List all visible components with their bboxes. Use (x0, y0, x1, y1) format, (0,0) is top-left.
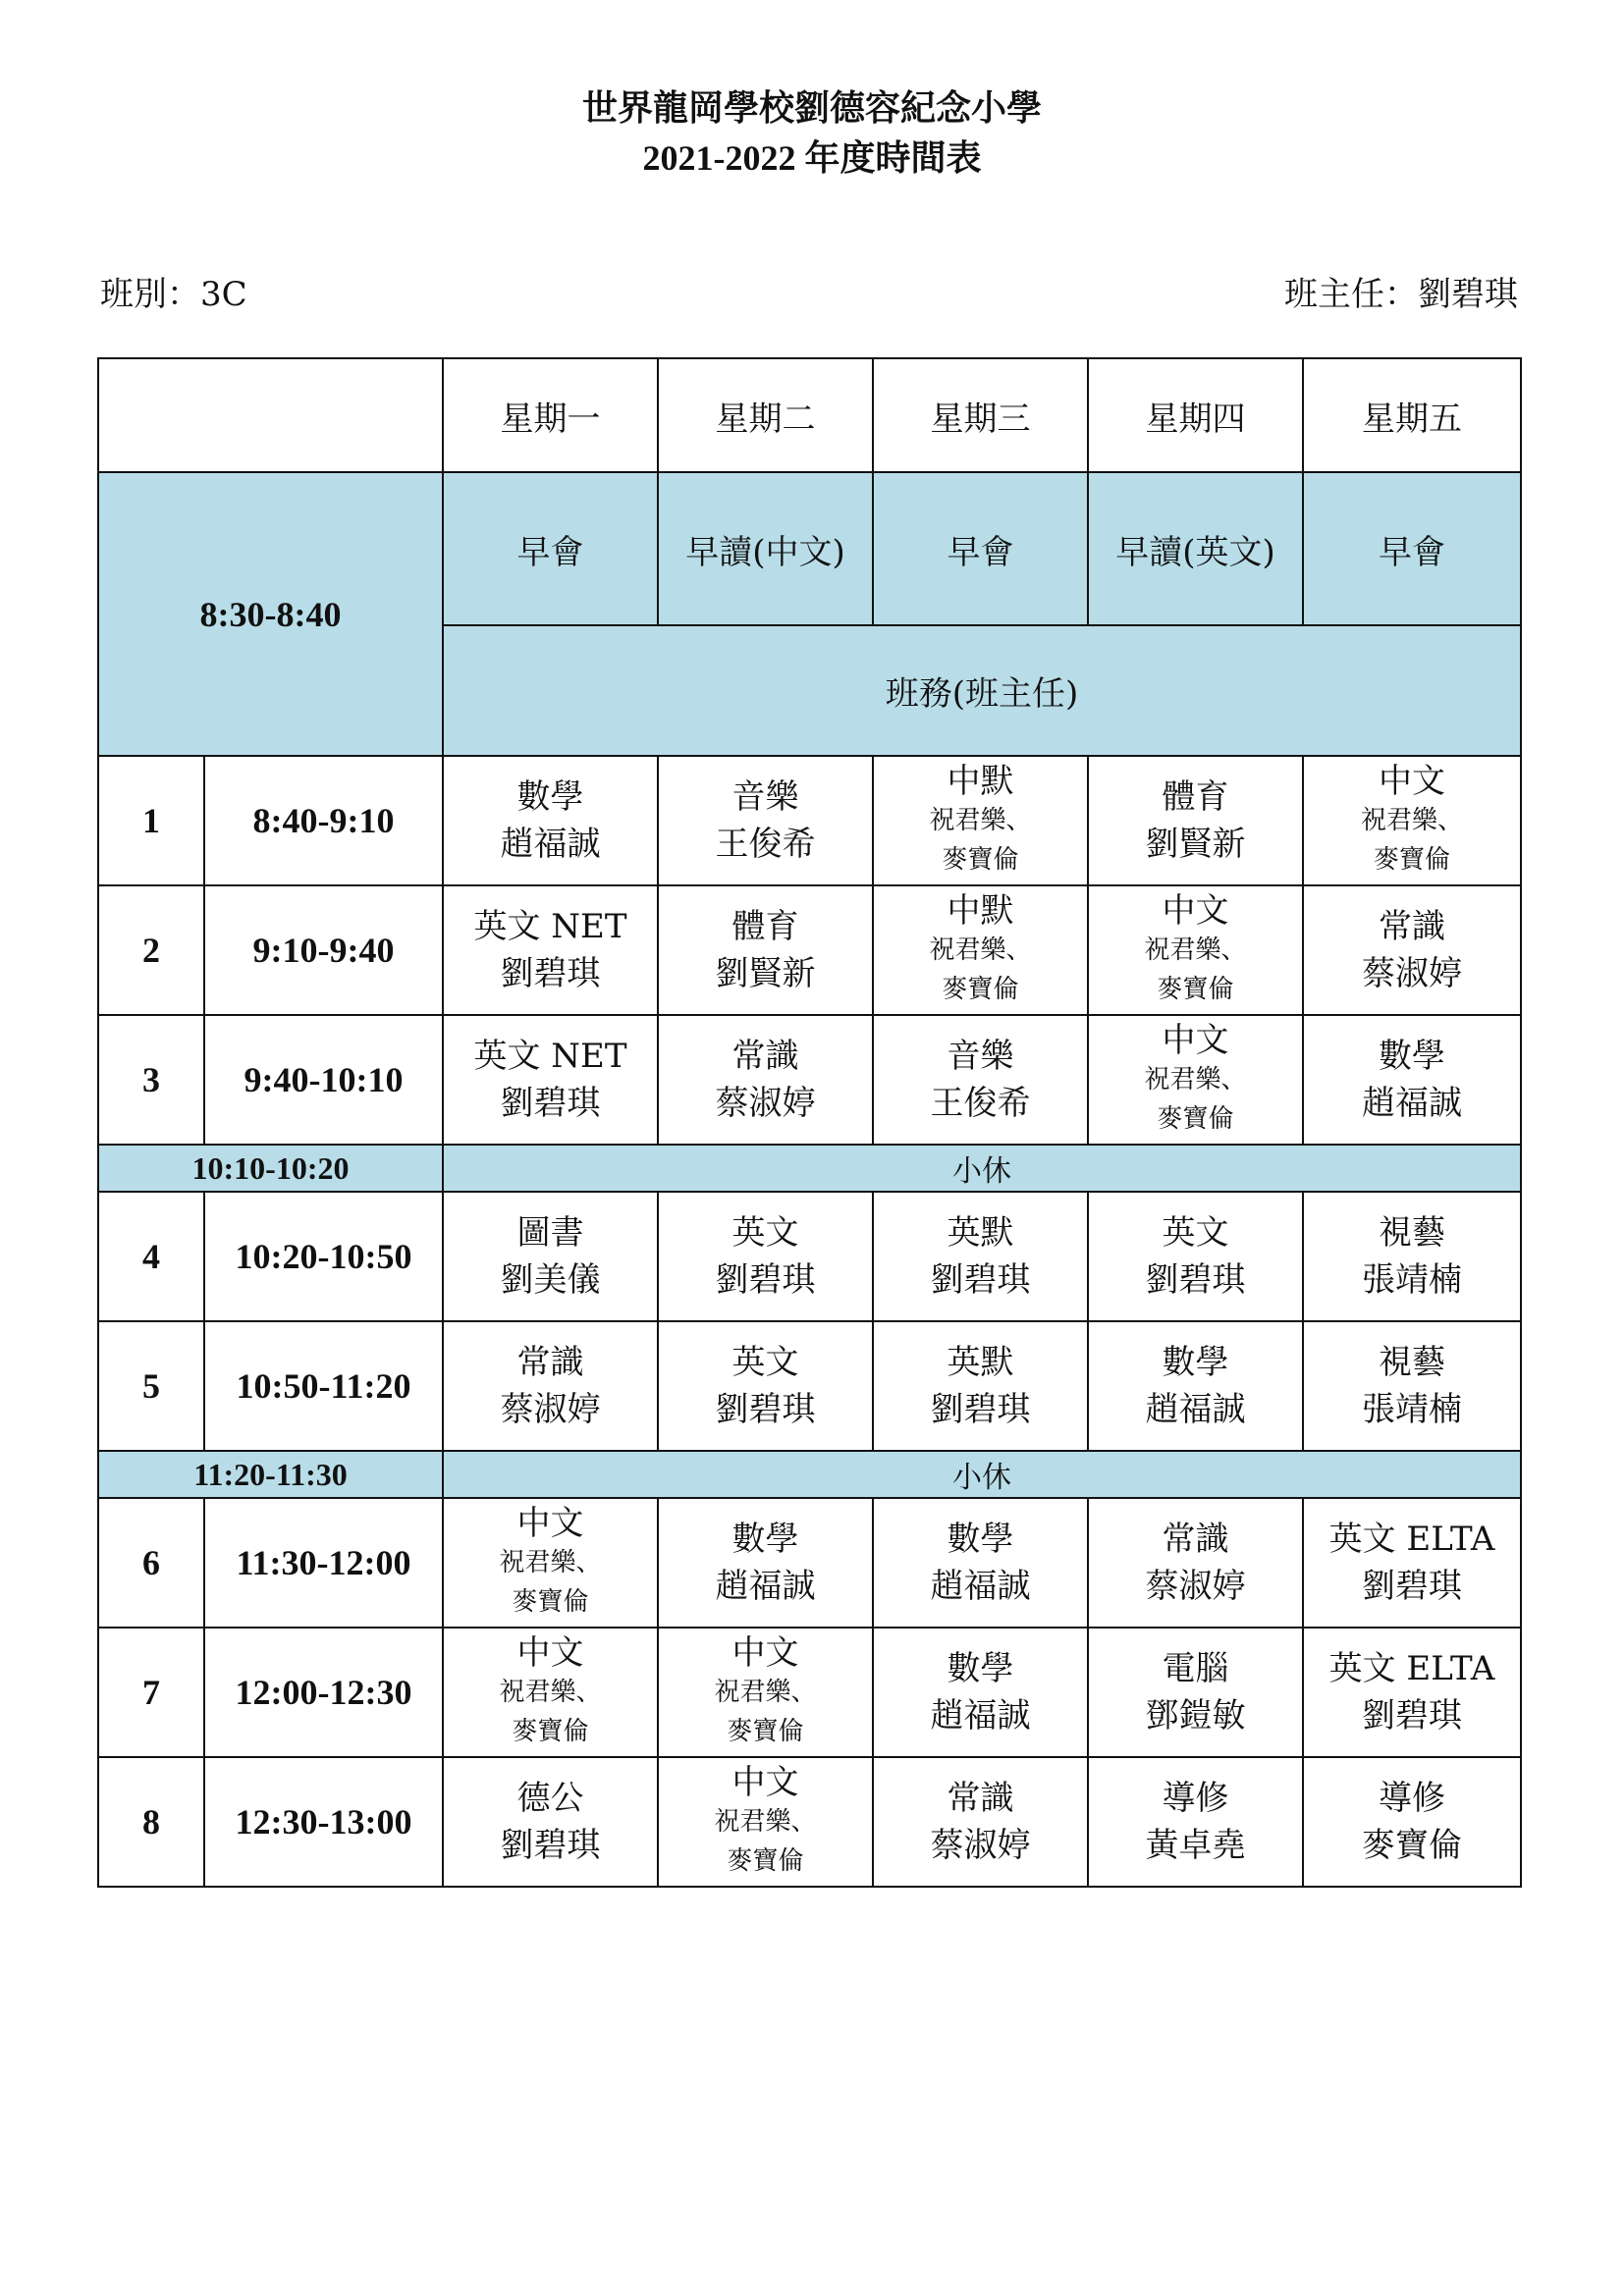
class-label: 班別：3C (100, 275, 247, 314)
subject-name: 英文 NET (473, 1037, 627, 1076)
break-row (98, 1451, 1521, 1498)
break-time: 11:20-11:30 (98, 1451, 443, 1498)
lesson-cell (1088, 1498, 1303, 1628)
lesson-cell (658, 1757, 873, 1887)
subject-name: 中文 (516, 1504, 584, 1543)
subject-name: 英默 (947, 1213, 1014, 1253)
lesson-cell (1303, 756, 1521, 885)
lesson-cell (1088, 1015, 1303, 1145)
subject-name: 英默 (947, 1343, 1014, 1382)
period-time: 9:10-9:40 (204, 885, 443, 1015)
subject-name: 中默 (947, 762, 1014, 801)
teacher-name: 麥寶倫 (1362, 1826, 1462, 1865)
lesson-cell (443, 885, 658, 1015)
teacher-name: 蔡淑婷 (1145, 1567, 1246, 1606)
lesson-cell (873, 1192, 1088, 1321)
subject-name: 中文 (1162, 891, 1229, 931)
lesson-cell (873, 1498, 1088, 1628)
lesson-cell (658, 756, 873, 885)
timetable-year-title: 2021-2022 年度時間表 (642, 138, 982, 178)
lesson-cell (443, 1192, 658, 1321)
subject-name: 常識 (947, 1779, 1014, 1818)
lesson-cell (658, 1498, 873, 1628)
subject-name: 導修 (1379, 1779, 1445, 1818)
morning-row (98, 472, 1521, 625)
teacher-name: 祝君樂、 麥寶倫 (929, 806, 1032, 875)
subject-name: 常識 (516, 1343, 584, 1382)
lesson-cell (443, 1628, 658, 1757)
lesson-cell (1303, 885, 1521, 1015)
teacher-name: 劉碧琪 (500, 1826, 601, 1865)
lesson-cell (873, 1321, 1088, 1451)
morning-activity: 早讀(英文) (1088, 472, 1303, 625)
period-time: 10:20-10:50 (204, 1192, 443, 1321)
teacher-name: 劉碧琪 (715, 1390, 816, 1429)
morning-activity: 早會 (1303, 472, 1521, 625)
period-time: 12:00-12:30 (204, 1628, 443, 1757)
lesson-cell (658, 885, 873, 1015)
teacher-name: 王俊希 (715, 825, 816, 864)
subject-name: 德公 (516, 1779, 584, 1818)
class-affairs: 班務(班主任) (443, 625, 1521, 756)
morning-activity: 早讀(中文) (658, 472, 873, 625)
teacher-name: 祝君樂、 麥寶倫 (714, 1807, 817, 1876)
lesson-cell (873, 756, 1088, 885)
break-label: 小休 (443, 1145, 1521, 1192)
period-number: 6 (98, 1498, 204, 1628)
teacher-name: 祝君樂、 麥寶倫 (1144, 935, 1247, 1004)
teacher-name: 劉碧琪 (500, 1084, 601, 1123)
break-time: 10:10-10:20 (98, 1145, 443, 1192)
subject-name: 數學 (947, 1649, 1014, 1688)
teacher-name: 劉碧琪 (930, 1260, 1031, 1300)
subject-name: 中文 (731, 1763, 799, 1802)
teacher-name: 劉美儀 (500, 1260, 601, 1300)
period-time: 9:40-10:10 (204, 1015, 443, 1145)
corner-cell (98, 358, 443, 472)
subject-name: 中文 (1379, 762, 1445, 801)
subject-name: 數學 (516, 777, 584, 817)
lesson-cell (1088, 1321, 1303, 1451)
lesson-cell (658, 1321, 873, 1451)
period-time: 10:50-11:20 (204, 1321, 443, 1451)
period-row (98, 1628, 1521, 1757)
teacher-name: 王俊希 (930, 1084, 1031, 1123)
lesson-cell (873, 1015, 1088, 1145)
teacher-name: 蔡淑婷 (715, 1084, 816, 1123)
day-header-row (98, 358, 1521, 472)
subject-name: 圖書 (516, 1213, 584, 1253)
subject-name: 英文 ELTA (1328, 1520, 1495, 1559)
morning-time: 8:30-8:40 (98, 472, 443, 756)
teacher-name: 張靖楠 (1362, 1260, 1462, 1300)
subject-name: 數學 (1162, 1343, 1229, 1382)
period-number: 4 (98, 1192, 204, 1321)
morning-activity: 早會 (873, 472, 1088, 625)
lesson-cell (443, 756, 658, 885)
lesson-cell (1303, 1321, 1521, 1451)
lesson-cell (873, 1628, 1088, 1757)
subject-name: 數學 (947, 1520, 1014, 1559)
period-number: 5 (98, 1321, 204, 1451)
teacher-name: 祝君樂、 麥寶倫 (499, 1548, 602, 1617)
lesson-cell (658, 1628, 873, 1757)
lesson-cell (443, 1015, 658, 1145)
subject-name: 中文 (516, 1633, 584, 1673)
lesson-cell (1088, 1628, 1303, 1757)
period-row (98, 1757, 1521, 1887)
day-header: 星期三 (873, 358, 1088, 472)
subject-name: 中默 (947, 891, 1014, 931)
period-time: 8:40-9:10 (204, 756, 443, 885)
day-header: 星期五 (1303, 358, 1521, 472)
subject-name: 英文 NET (473, 907, 627, 946)
teacher-name: 劉碧琪 (500, 954, 601, 993)
teacher-name: 趙福誠 (500, 825, 601, 864)
period-time: 12:30-13:00 (204, 1757, 443, 1887)
subject-name: 英文 ELTA (1328, 1649, 1495, 1688)
lesson-cell (1088, 1192, 1303, 1321)
period-row (98, 1192, 1521, 1321)
subject-name: 中文 (731, 1633, 799, 1673)
teacher-name: 祝君樂、 麥寶倫 (499, 1678, 602, 1746)
period-row (98, 1015, 1521, 1145)
teacher-name: 鄧鎧敏 (1145, 1696, 1246, 1735)
lesson-cell (658, 1015, 873, 1145)
teacher-name: 劉碧琪 (1362, 1696, 1462, 1735)
break-label: 小休 (443, 1451, 1521, 1498)
subject-name: 數學 (731, 1520, 799, 1559)
period-row (98, 1321, 1521, 1451)
teacher-name: 劉碧琪 (1145, 1260, 1246, 1300)
teacher-name: 蔡淑婷 (1362, 954, 1462, 993)
subject-name: 體育 (731, 907, 799, 946)
teacher-name: 劉賢新 (715, 954, 816, 993)
teacher-name: 劉碧琪 (930, 1390, 1031, 1429)
period-number: 8 (98, 1757, 204, 1887)
day-header: 星期一 (443, 358, 658, 472)
teacher-name: 趙福誠 (930, 1567, 1031, 1606)
timetable (97, 357, 1522, 1888)
lesson-cell (443, 1498, 658, 1628)
period-number: 2 (98, 885, 204, 1015)
school-name: 世界龍岡學校劉德容紀念小學 (581, 88, 1042, 128)
lesson-cell (1303, 1628, 1521, 1757)
day-header: 星期四 (1088, 358, 1303, 472)
teacher-name: 黃卓堯 (1145, 1826, 1246, 1865)
teacher-name: 張靖楠 (1362, 1390, 1462, 1429)
teacher-name: 蔡淑婷 (500, 1390, 601, 1429)
subject-name: 英文 (731, 1213, 799, 1253)
teacher-name: 趙福誠 (1145, 1390, 1246, 1429)
subject-name: 導修 (1162, 1779, 1229, 1818)
subject-name: 常識 (731, 1037, 799, 1076)
teacher-name: 劉賢新 (1145, 825, 1246, 864)
lesson-cell (1303, 1498, 1521, 1628)
period-row (98, 1498, 1521, 1628)
teacher-name: 趙福誠 (1362, 1084, 1462, 1123)
period-number: 3 (98, 1015, 204, 1145)
subject-name: 視藝 (1379, 1213, 1445, 1253)
period-row (98, 756, 1521, 885)
subject-name: 英文 (1162, 1213, 1229, 1253)
teacher-name: 祝君樂、 麥寶倫 (929, 935, 1032, 1004)
subject-name: 中文 (1162, 1021, 1229, 1060)
teacher-name: 趙福誠 (715, 1567, 816, 1606)
teacher-name: 祝君樂、 麥寶倫 (1360, 806, 1463, 875)
break-row (98, 1145, 1521, 1192)
period-row (98, 885, 1521, 1015)
period-number: 1 (98, 756, 204, 885)
day-header: 星期二 (658, 358, 873, 472)
teacher-name: 祝君樂、 麥寶倫 (1144, 1065, 1247, 1134)
teacher-name: 趙福誠 (930, 1696, 1031, 1735)
subject-name: 音樂 (731, 777, 799, 817)
teacher-name: 蔡淑婷 (930, 1826, 1031, 1865)
subject-name: 常識 (1162, 1520, 1229, 1559)
lesson-cell (658, 1192, 873, 1321)
lesson-cell (873, 885, 1088, 1015)
lesson-cell (1303, 1015, 1521, 1145)
subject-name: 數學 (1379, 1037, 1445, 1076)
subject-name: 英文 (731, 1343, 799, 1382)
teacher-name: 祝君樂、 麥寶倫 (714, 1678, 817, 1746)
lesson-cell (1303, 1192, 1521, 1321)
subject-name: 視藝 (1379, 1343, 1445, 1382)
lesson-cell (873, 1757, 1088, 1887)
lesson-cell (443, 1321, 658, 1451)
teacher-name: 劉碧琪 (1362, 1567, 1462, 1606)
subject-name: 電腦 (1162, 1649, 1229, 1688)
morning-activity: 早會 (443, 472, 658, 625)
teacher-name: 劉碧琪 (715, 1260, 816, 1300)
lesson-cell (1088, 1757, 1303, 1887)
subject-name: 音樂 (947, 1037, 1014, 1076)
subject-name: 體育 (1162, 777, 1229, 817)
subject-name: 常識 (1379, 907, 1445, 946)
class-teacher-label: 班主任：劉碧琪 (1284, 275, 1518, 314)
lesson-cell (443, 1757, 658, 1887)
lesson-cell (1088, 756, 1303, 885)
lesson-cell (1303, 1757, 1521, 1887)
period-number: 7 (98, 1628, 204, 1757)
lesson-cell (1088, 885, 1303, 1015)
period-time: 11:30-12:00 (204, 1498, 443, 1628)
